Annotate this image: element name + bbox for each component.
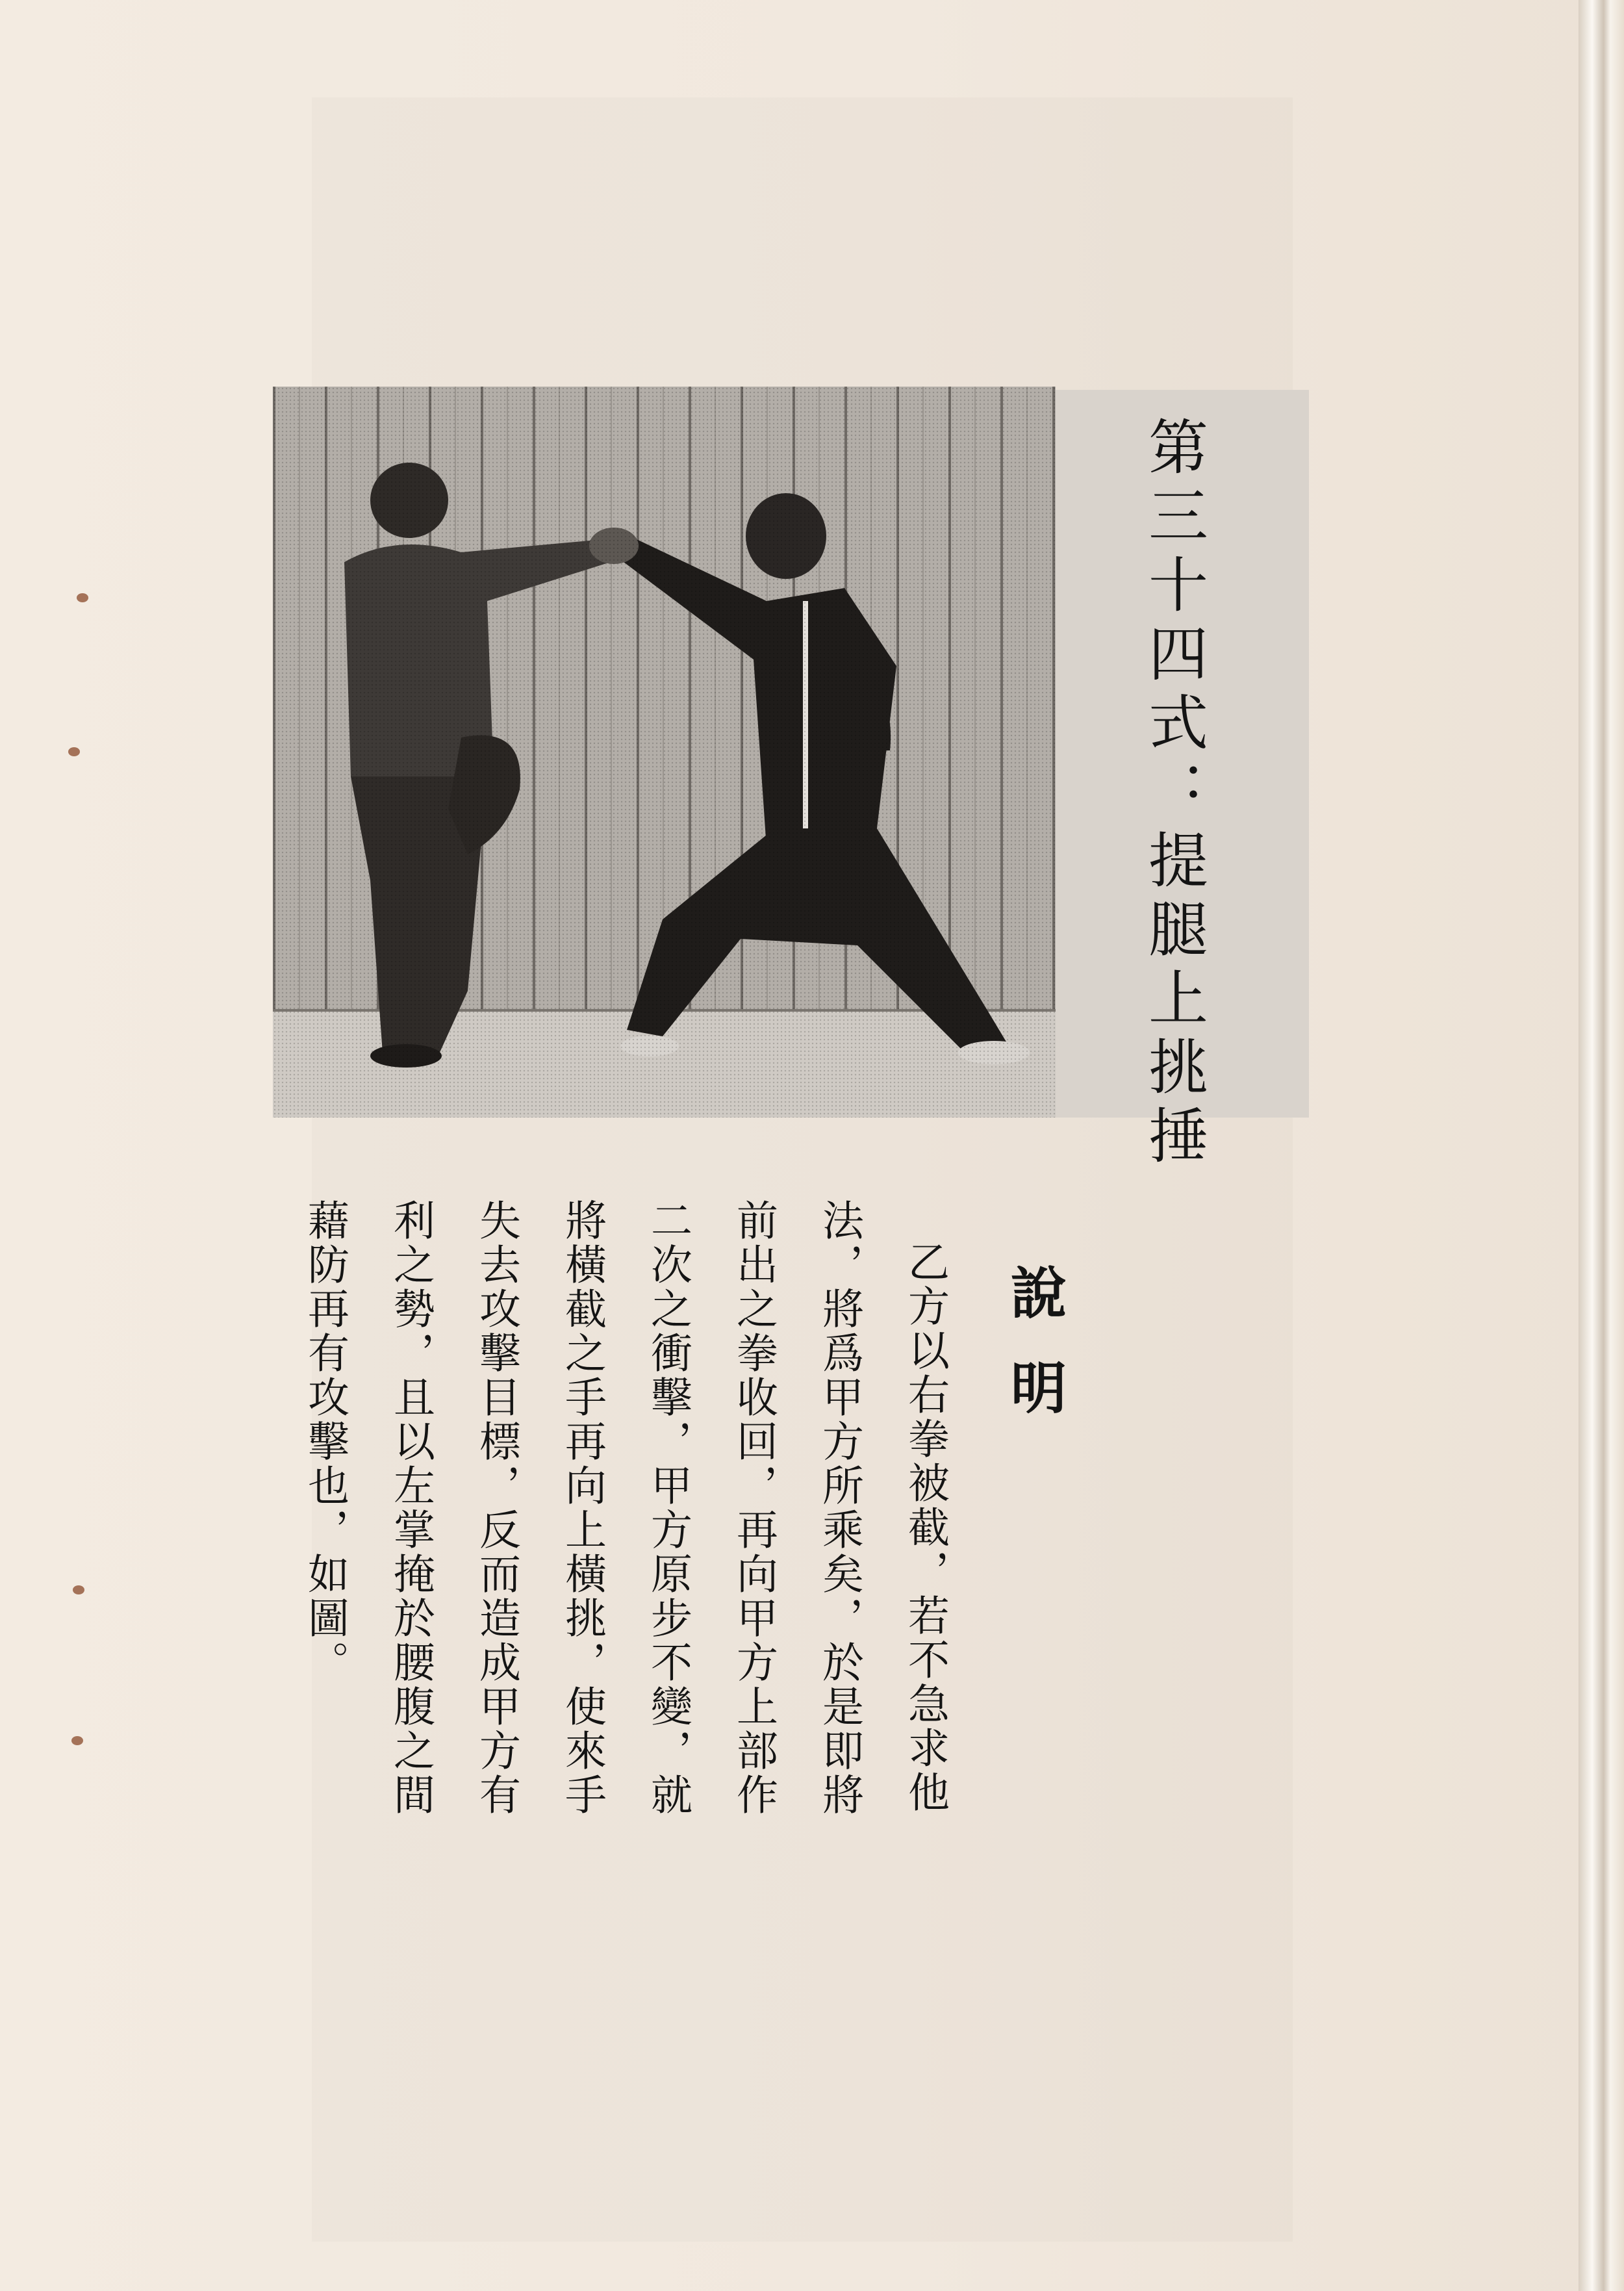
page-edge — [1579, 0, 1624, 2291]
binding-hole — [71, 1736, 83, 1745]
binding-hole — [73, 1585, 84, 1594]
binding-hole — [77, 593, 88, 602]
martial-arts-photo — [273, 387, 1056, 1118]
form-title: 第三十四式：提腿上挑捶 — [1139, 416, 1208, 1173]
explanation-paragraph: 乙方以右拳被截，若不急求他法，將爲甲方所乘矣，於是即將前出之拳收回，再向甲方上部作二次之衝擊，甲方原步不變，就將橫截之手再向上橫挑，使來手失去攻擊目標，反而造成甲方有利之勢，且以左掌掩於腰腹之間藉防再有攻擊也，如圖。 — [301, 1199, 949, 1817]
section-heading: 說明 — [1001, 1264, 1067, 1453]
binding-hole — [68, 747, 80, 756]
explanation-text — [301, 1199, 968, 1849]
